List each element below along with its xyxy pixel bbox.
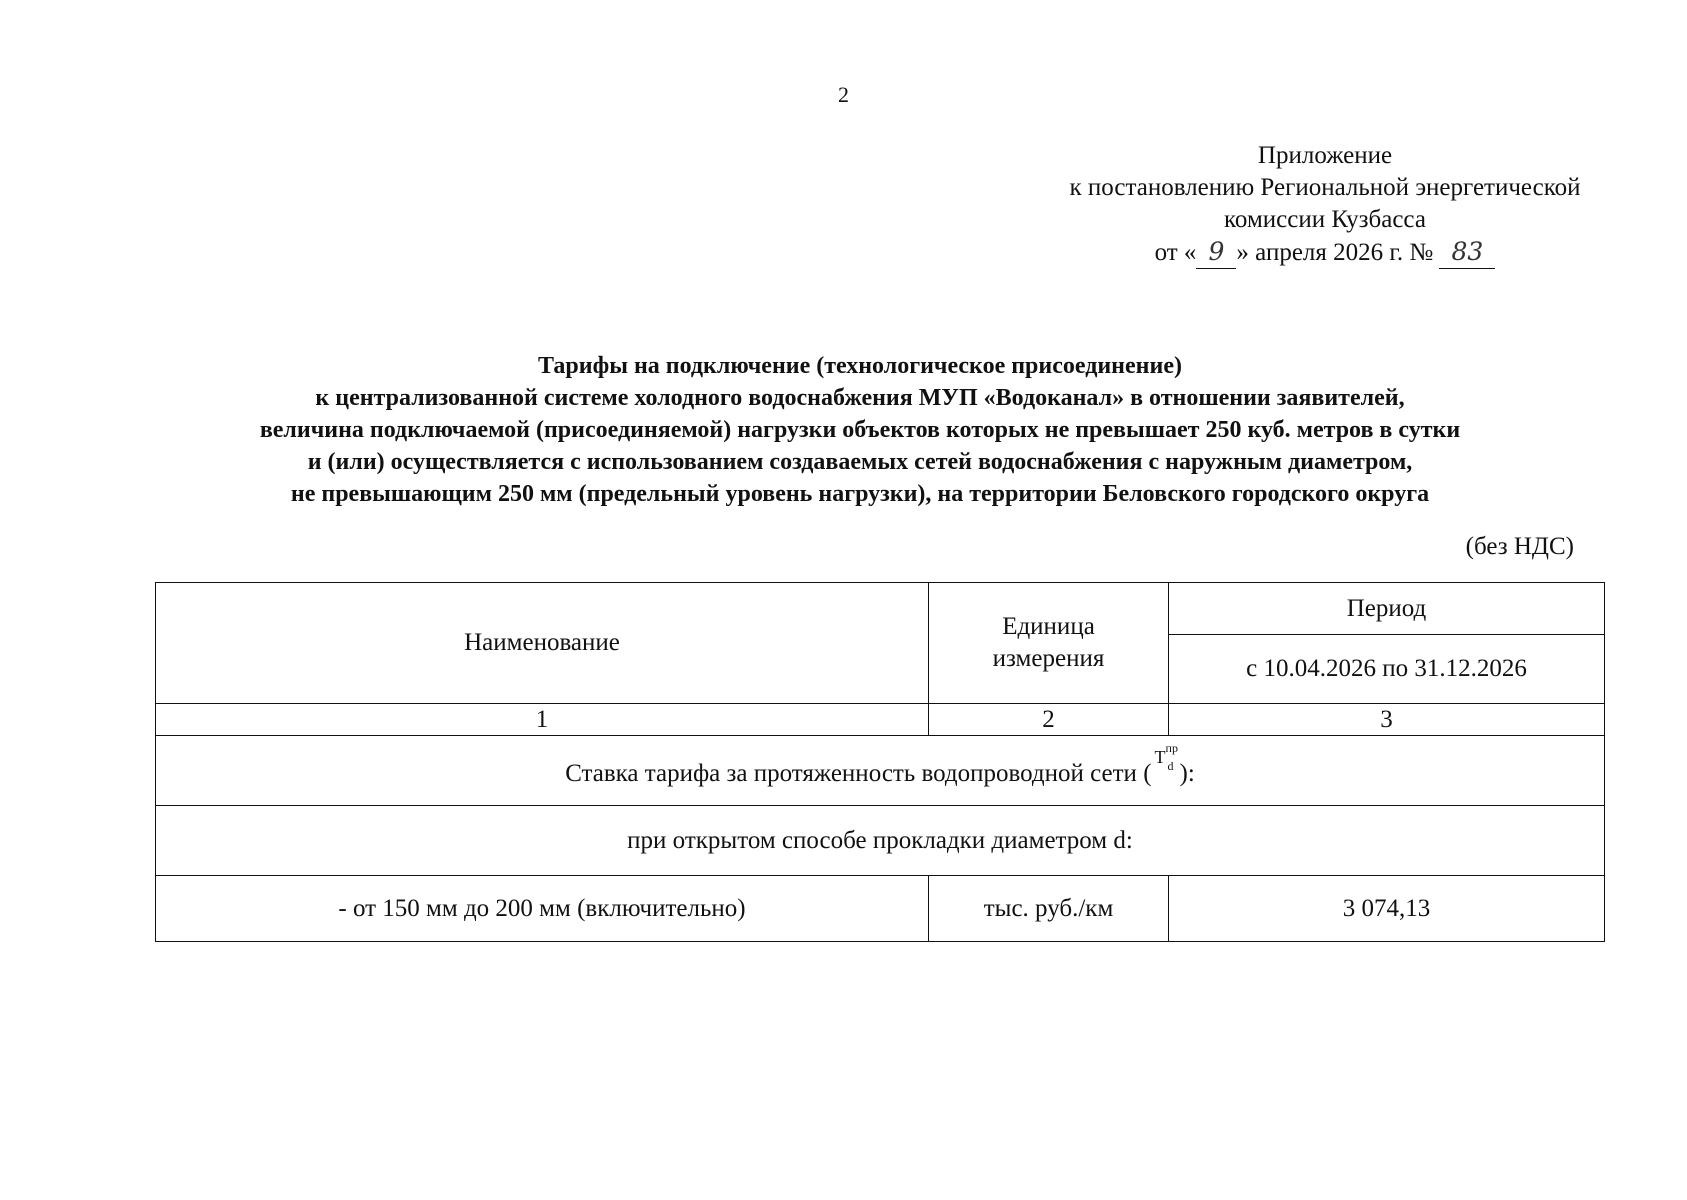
title-line-1: Тарифы на подключение (технологическое присоединение) <box>538 353 1182 379</box>
date-mid: » апреля 2026 г. № <box>1236 239 1434 266</box>
appendix-commission: комиссии Кузбасса <box>1224 206 1426 233</box>
header-unit: Единица измерения <box>929 583 1169 704</box>
tariff-symbol-sub: d <box>1167 759 1174 773</box>
header-period: Период <box>1169 583 1605 635</box>
rate-cell <box>156 736 1605 806</box>
appendix-resolution: к постановлению Региональной энергетической <box>1069 174 1581 201</box>
row-value: 3 074,13 <box>1169 876 1605 942</box>
header-name: Наименование <box>156 583 929 704</box>
header-row <box>156 583 1605 635</box>
table-row <box>156 876 1605 942</box>
column-number-row <box>156 704 1605 736</box>
method-row <box>156 806 1605 876</box>
tariff-symbol-sup: пр <box>1165 741 1178 755</box>
appendix-block <box>1030 140 1620 269</box>
column-number-1: 1 <box>156 704 929 736</box>
appendix-title: Приложение <box>1257 142 1393 169</box>
row-name: - от 150 мм до 200 мм (включительно) <box>156 876 929 942</box>
tariff-table <box>155 582 1605 942</box>
header-period-range: с 10.04.2026 по 31.12.2026 <box>1169 635 1605 704</box>
title-line-4: и (или) осуществляется с использованием создаваемых сетей водоснабжения с наружным диаметром, <box>307 449 1413 475</box>
title-line-2: к централизованной системе холодного водоснабжения МУП «Водоканал» в отношении заявителей, <box>315 385 1405 411</box>
date-prefix: от « <box>1154 239 1197 266</box>
column-number-3: 3 <box>1169 704 1605 736</box>
row-unit: тыс. руб./км <box>929 876 1169 942</box>
rate-text: Ставка тарифа за протяженность водопроводной сети ( <box>565 760 1152 787</box>
title-line-5: не превышающим 250 мм (предельный уровень нагрузки), на территории Беловского городского округа <box>290 481 1430 507</box>
appendix-date-line <box>1030 236 1620 269</box>
method-cell: при открытом способе прокладки диаметром d: <box>156 806 1605 876</box>
column-number-2: 2 <box>929 704 1169 736</box>
rate-row <box>156 736 1605 806</box>
handwritten-day: 9 <box>1196 236 1236 269</box>
vat-note: (без НДС) <box>1465 533 1574 560</box>
tariff-symbol <box>1152 741 1180 783</box>
tariff-symbol-base: T <box>1154 747 1166 767</box>
rate-suffix: ): <box>1179 760 1195 787</box>
document-title <box>120 350 1600 510</box>
title-line-3: величина подключаемой (присоединяемой) нагрузки объектов которых не превышает 250 куб. метров в сутки <box>259 417 1461 443</box>
page-number: 2 <box>838 82 849 107</box>
handwritten-number: 83 <box>1439 236 1495 269</box>
